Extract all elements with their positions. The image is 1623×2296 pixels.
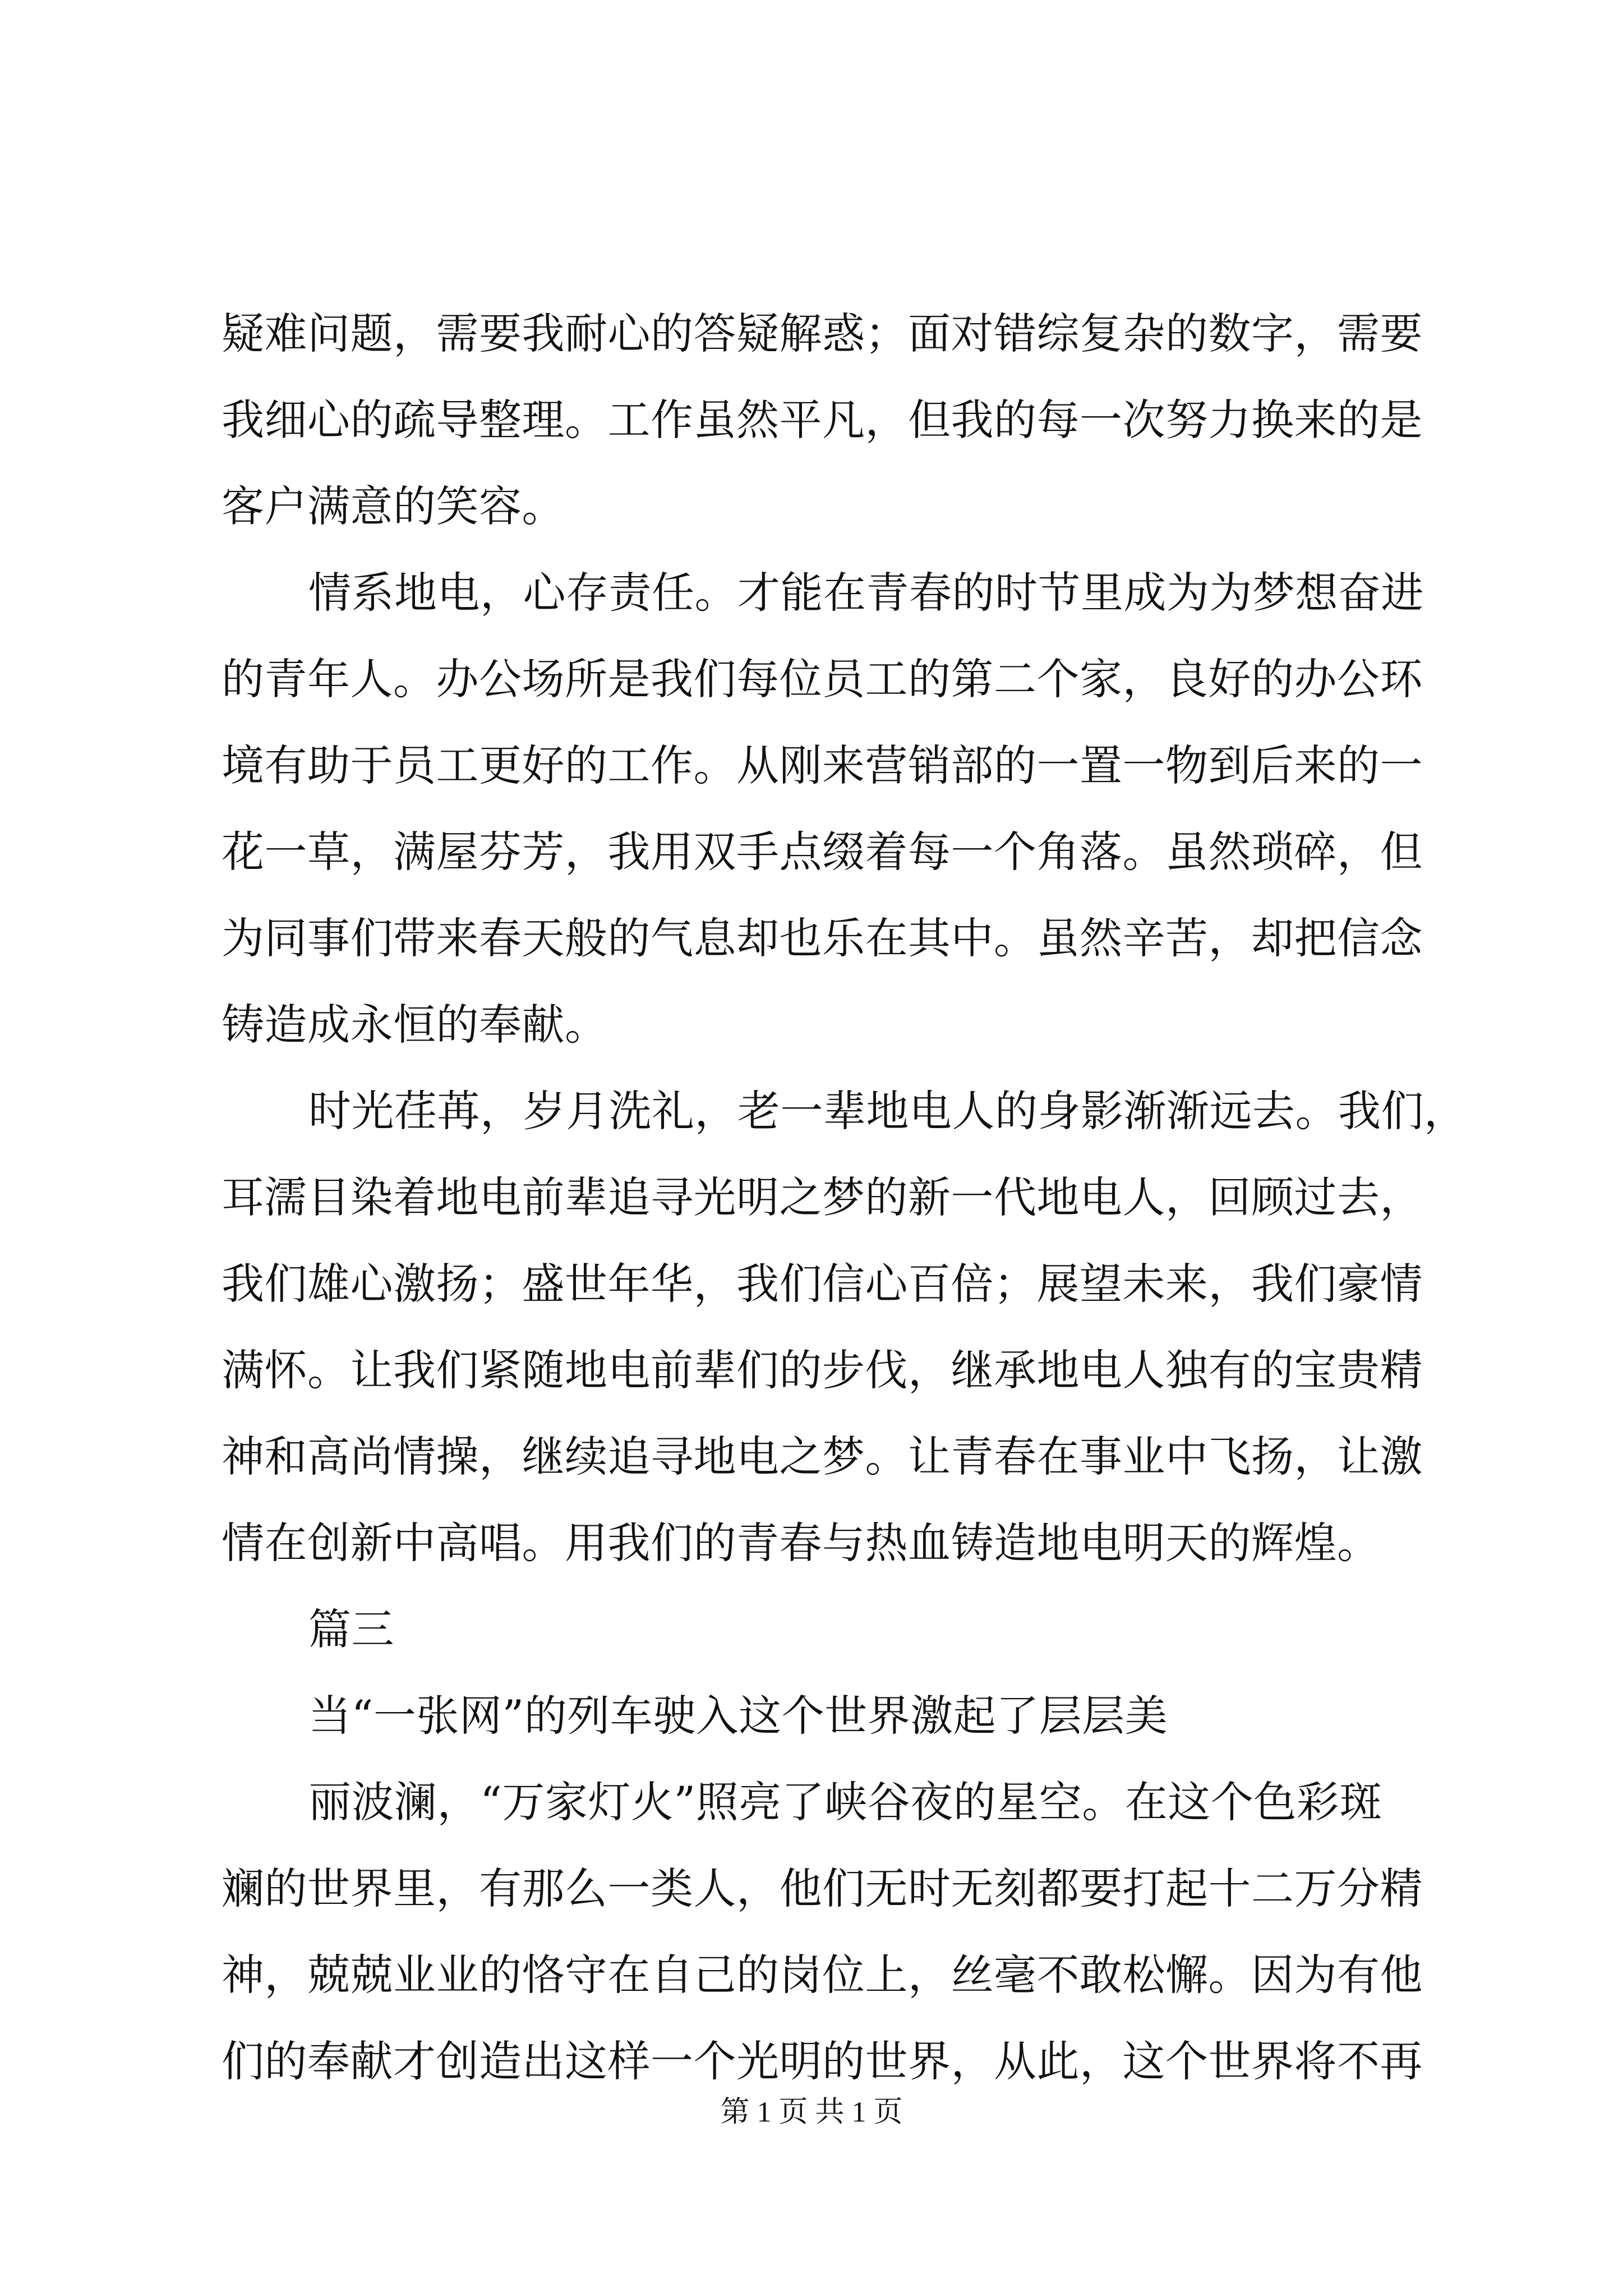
text-line: 的青年人。办公场所是我们每位员工的第二个家，良好的办公环 xyxy=(222,654,1423,704)
text-line: 花一草，满屋芬芳，我用双手点缀着每一个角落。虽然琐碎，但 xyxy=(222,827,1423,877)
text-line: 我细心的疏导整理。工作虽然平凡，但我的每一次努力换来的是 xyxy=(222,395,1423,445)
page-footer xyxy=(0,2088,1623,2130)
text-line: 神，兢兢业业的恪守在自己的岗位上，丝毫不敢松懈。因为有他 xyxy=(222,1950,1423,2000)
text-line: 耳濡目染着地电前辈追寻光明之梦的新一代地电人，回顾过去， xyxy=(222,1172,1423,1222)
section-heading: 篇三 xyxy=(308,1604,394,1654)
text-line: 铸造成永恒的奉献。 xyxy=(222,1000,608,1050)
text-line: 客户满意的笑容。 xyxy=(222,481,565,531)
text-line: 丽波澜，“万家灯火”照亮了峡谷夜的星空。在这个色彩斑 xyxy=(308,1777,1382,1827)
text-line: 我们雄心激扬；盛世年华，我们信心百倍；展望未来，我们豪情 xyxy=(222,1259,1423,1309)
text-line: 时光荏苒，岁月洗礼，老一辈地电人的身影渐渐远去。我们， xyxy=(308,1086,1467,1136)
text-line: 神和高尚情操，继续追寻地电之梦。让青春在事业中飞扬，让激 xyxy=(222,1432,1423,1481)
text-line: 为同事们带来春天般的气息却也乐在其中。虽然辛苦，却把信念 xyxy=(222,913,1423,963)
text-line: 斓的世界里，有那么一类人，他们无时无刻都要打起十二万分精 xyxy=(222,1864,1423,1913)
text-line: 境有助于员工更好的工作。从刚来营销部的一置一物到后来的一 xyxy=(222,740,1423,790)
text-line: 疑难问题，需要我耐心的答疑解惑；面对错综复杂的数字，需要 xyxy=(222,309,1423,358)
text-line: 当“一张网”的列车驶入这个世界激起了层层美 xyxy=(308,1691,1168,1741)
text-line: 们的奉献才创造出这样一个光明的世界，从此，这个世界将不再 xyxy=(222,2036,1423,2086)
text-line: 情在创新中高唱。用我们的青春与热血铸造地电明天的辉煌。 xyxy=(222,1518,1380,1568)
page-number-label: 第 1 页 共 1 页 xyxy=(720,2096,903,2128)
text-line: 满怀。让我们紧随地电前辈们的步伐，继承地电人独有的宝贵精 xyxy=(222,1345,1423,1395)
document-body xyxy=(222,291,1467,2105)
text-line: 情系地电，心存责任。才能在青春的时节里成为为梦想奋进 xyxy=(308,568,1424,618)
